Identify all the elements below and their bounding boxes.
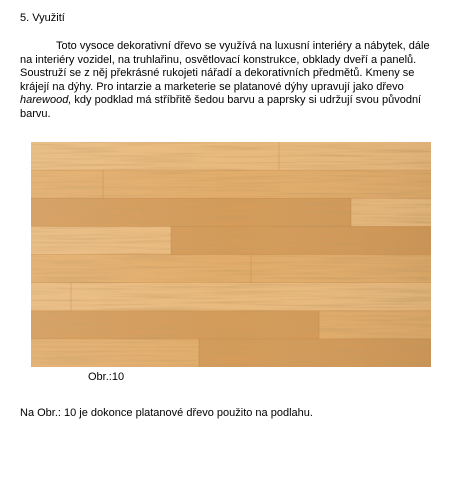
paragraph-line: Soustruží se z něj překrásné rukojeti nářadí a dekorativních předmětů. Kmeny se [20,67,415,79]
paragraph-line: krájejí na dýhy. Pro intarzie a marketerie se platanové dýhy upravují jako dřevo [20,80,404,93]
paragraph-line: na interiéry vozidel, na truhlařinu, osvětlovací konstrukce, obklady dveří a panelů. [20,53,417,66]
paragraph-line: Toto vysoce dekorativní dřevo se využívá na luxusní interiéry a nábytek, dále [56,40,430,52]
wood-floor-image [31,142,431,367]
figure-caption: Obr.:10 [88,371,125,383]
section-heading: 5. Využití [20,12,65,24]
paragraph-text: kdy podklad má stříbřitě šedou barvu a paprsky si udržují svou původní [71,94,422,106]
paragraph-line [20,94,450,108]
italic-term: harewood, [20,94,72,106]
body-paragraph [20,40,450,121]
figure-note: Na Obr.: 10 je dokonce platanové dřevo použito na podlahu. [20,407,313,419]
paragraph-line: barvu. [20,107,51,120]
